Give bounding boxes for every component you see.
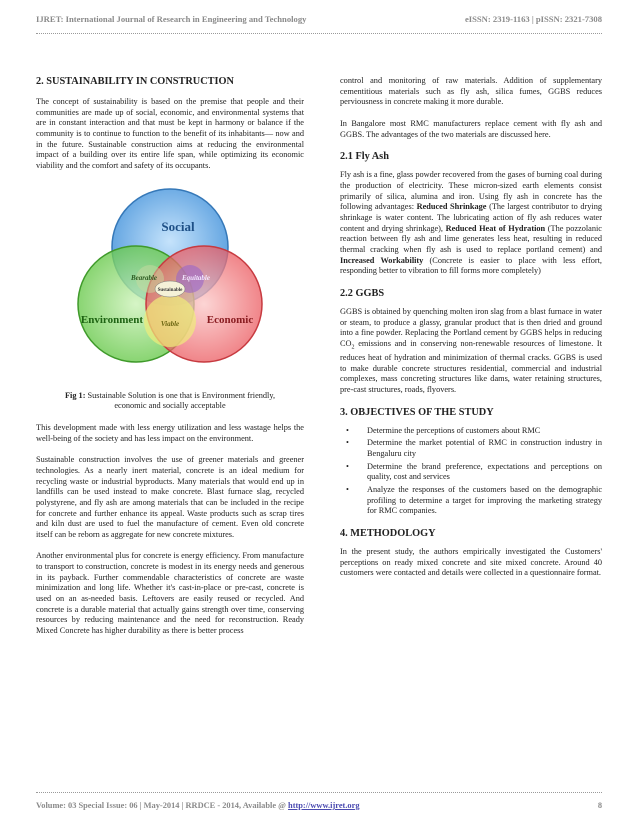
page-footer (36, 801, 602, 810)
fly-ash-text-4: (Concrete is easier to place with less effort, responding better to vibration to fill forms more completely) (340, 255, 602, 276)
footer-volume (36, 801, 360, 810)
equitable-label: Equitable (181, 273, 211, 282)
bearable-label: Bearable (130, 273, 158, 282)
sustainability-venn-figure (36, 183, 304, 383)
issn: eISSN: 2319-1163 | pISSN: 2321-7308 (464, 14, 602, 24)
list-item: • Determine the perceptions of customers about RMC (340, 426, 602, 437)
social-label: Social (161, 218, 195, 234)
ggbs-text-1: GGBS is obtained by quenching molten iron slag from a blast furnace in water or steam, to produce a glassy, granular product that is then dried and ground into a fine powder. Replacing the Portland cement by GGBS helps in reducing CO (340, 306, 602, 348)
caption-label: Fig 1: (64, 390, 86, 400)
section-2-para-3: Sustainable construction involves the use of greener materials and greener technologies. As a nearly inert material, concrete is an ideal medium for recycling waste or industrial byproducts. Many materials that would end up in landfills can be used instead to make concrete. Blast furnace slag, recycled polystyrene, and fly ash are among materials that can be included in the recipe for concrete and further enhance its appeal. Waste products such as scrap tires and kiln dust are used to fuel the manufacture of cement. Even old concrete itself can be reborn as aggregate for new concrete mixtures. (36, 455, 304, 539)
section-3-heading: 3. OBJECTIVES OF THE STUDY (340, 406, 494, 418)
co2-subscript: 2 (351, 344, 355, 351)
list-item: • Determine the brand preference, expectations and perceptions on quality, cost and services (340, 462, 602, 483)
section-2-heading: 2. SUSTAINABILITY IN CONSTRUCTION (36, 76, 234, 87)
economic-label: Economic (206, 313, 254, 326)
ggbs-text-2: emissions and in conserving non-renewable resources of limestone. It reduces heat of hydration and minimization of thermal cracks. GGBS is used to make durable concrete structures residential, commercial and industrial complexes, mass concreting structures like dams, water retaining structures, pre-cast structures, roads, flyovers. (340, 338, 602, 395)
left-column (36, 76, 304, 648)
viable-label: Viable (160, 319, 180, 328)
fly-ash-bold-3: Increased Workability (340, 255, 424, 265)
page-header (36, 14, 602, 24)
section-2-1-heading: 2.1 Fly Ash (340, 151, 389, 163)
venn-diagram (36, 183, 304, 383)
section-2-para-4: Another environmental plus for concrete is energy efficiency. From manufacture to transport to construction, concrete is modest in its energy needs and generous in its payback. Further commendable characteristics of concrete are waste minimization and long life. Whether it's cast-in-place or pre-cast, concrete is used on an as-needed basis. Leftovers are easily reused or recycled. And concrete is a durable material that actually gains strength over time, conserving resources by reducing maintenance and the need for reconstruction. Ready Mixed Concrete has higher durability as there is better process (36, 551, 304, 636)
figure-caption (36, 391, 304, 412)
section-2-2-para (340, 307, 602, 396)
list-item: • Analyze the responses of the customers based on the demographic profiling to determine a target for improving the marketing strategy for RMC companies. (340, 485, 602, 517)
volume-text: Volume: 03 Special Issue: 06 | May-2014 | RRDCE - 2014, Available @ (36, 801, 289, 810)
section-4-heading: 4. METHODOLOGY (340, 528, 436, 539)
right-column (340, 76, 602, 590)
footer-rule (36, 792, 602, 793)
header-rule (36, 33, 602, 34)
section-2-para-5: In Bangalore most RMC manufacturers replace cement with fly ash and GGBS. The advantages of the two materials are discussed here. (340, 118, 602, 139)
fly-ash-text-1: Fly ash is a fine, glass powder recovered from the gases of burning coal during the production of electricity. These micron-sized earth elements consist primarily of silica, alumina and iron. Using fly ash in concrete has the following advantages: (340, 170, 602, 212)
section-2-para-4-continued: control and monitoring of raw materials. Addition of supplementary cementitious materials such as fly ash, silica fumes, GGBS reduces perviousness in concrete making it more durable. (340, 76, 602, 107)
section-4-para: In the present study, the authors empirically investigated the Customers' perceptions on ready mixed concrete and site mixed concrete. Around 40 customers were contacted and details were collected in a questionnaire format. (340, 547, 602, 578)
journal-url-link[interactable]: http://www.ijret.org (288, 801, 360, 810)
section-2-para-2: This development made with less energy utilization and less wastage helps the well-being of the society and has less impact on the environment. (36, 422, 304, 443)
fly-ash-bold-1: Reduced Shrinkage (416, 202, 487, 212)
page-number: 8 (597, 801, 602, 810)
section-2-2-heading: 2.2 GGBS (340, 287, 385, 299)
section-2-1-para (340, 170, 602, 277)
section-2-para-1: The concept of sustainability is based on the premise that people and their communities are made up of social, economic, and environmental systems that are in constant interaction and that must be kept in harmony or balance if the community is to continue to function to the benefit of its inhabitants— now and in the future. Sustainable construction aims at reducing the environmental impact of a building over its entire life span, while optimizing its economic viability and the comfort and safety of its occupants. (36, 97, 304, 170)
caption-text: Sustainable Solution is one that is Environment friendly, economic and socially acceptable (85, 390, 276, 411)
journal-title: IJRET: International Journal of Research in Engineering and Technology (36, 14, 307, 24)
objectives-list (340, 426, 602, 517)
sustainable-label: Sustainable (157, 287, 183, 293)
list-item: • Determine the market potential of RMC in construction industry in Bengaluru city (340, 438, 602, 459)
fly-ash-bold-2: Reduced Heat of Hydration (445, 223, 546, 233)
environment-label: Environment (80, 313, 144, 326)
fly-ash-text-3: (The pozzolanic reaction between fly ash and lime generates less heat, resulting in reduced thermal cracking when fly ash is used to replace portland cement) and (340, 223, 602, 254)
fly-ash-text-2: (The largest contributor to drying shrinkage is water content. The lubricating action of fly ash reduces water content and drying shrinkage), (340, 202, 602, 233)
